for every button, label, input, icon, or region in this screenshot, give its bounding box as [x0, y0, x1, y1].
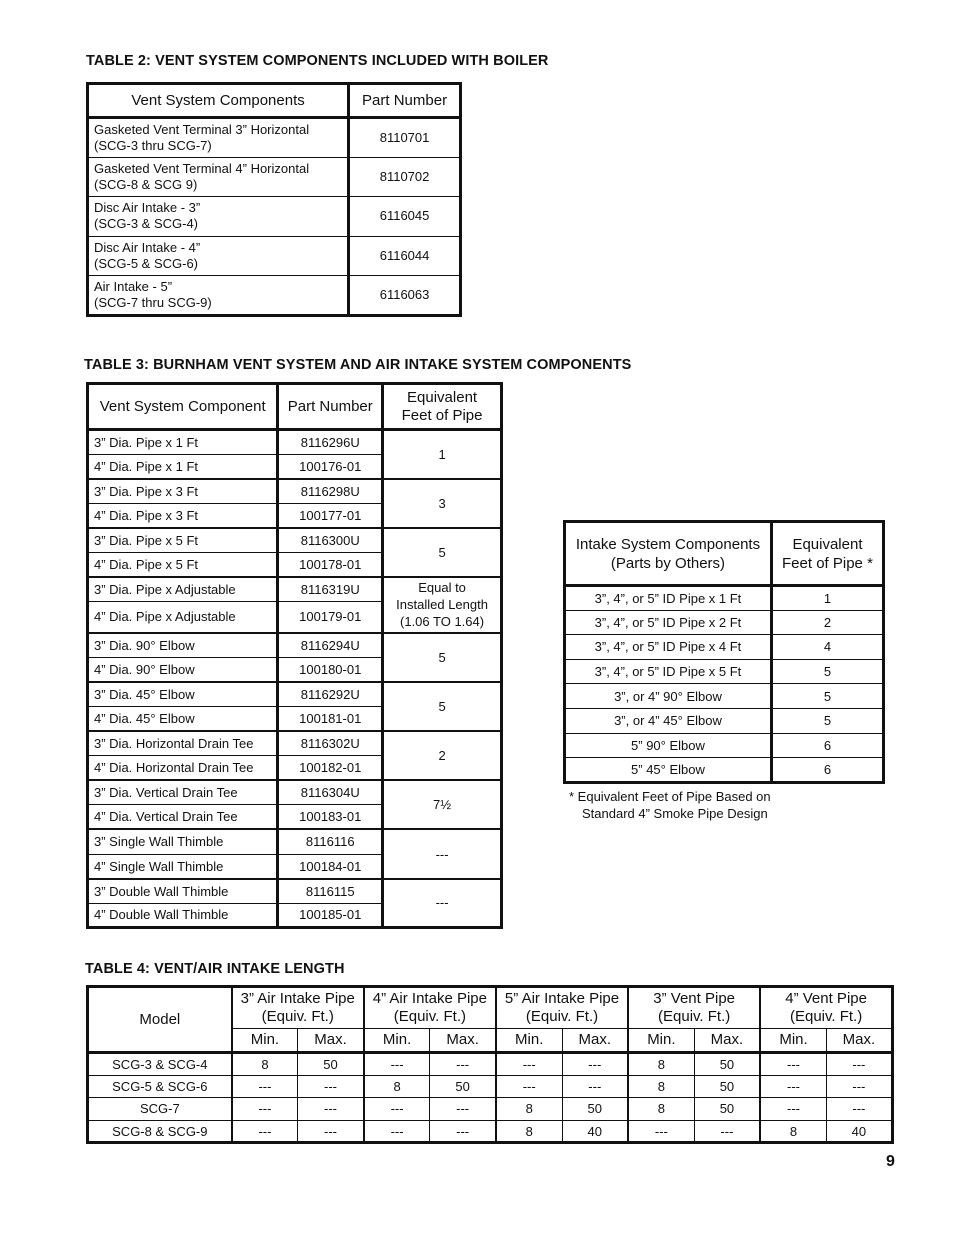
- intake-component-cell: 3”, 4”, or 5” ID Pipe x 2 Ft: [565, 610, 772, 635]
- equiv-feet-cell: 5: [383, 633, 502, 682]
- value-cell: ---: [760, 1075, 826, 1098]
- value-cell: ---: [760, 1098, 826, 1121]
- part-number-cell: 100183-01: [278, 805, 383, 830]
- value-cell: 50: [694, 1075, 760, 1098]
- part-number-cell: 8116300U: [278, 528, 383, 553]
- value-cell: ---: [232, 1075, 298, 1098]
- component-cell: Disc Air Intake - 4” (SCG-5 & SCG-6): [88, 236, 349, 276]
- table4-header-group: 3” Vent Pipe (Equiv. Ft.): [628, 987, 760, 1029]
- intake-equiv-cell: 6: [771, 758, 883, 783]
- table2-header-row: [88, 84, 461, 118]
- part-number-cell: 8110702: [349, 157, 461, 197]
- table-row: [565, 635, 884, 660]
- intake-header-component: Intake System Components (Parts by Others): [565, 522, 772, 586]
- part-number-cell: 8110701: [349, 118, 461, 158]
- max-header: Max.: [430, 1029, 496, 1053]
- part-number-cell: 100185-01: [278, 903, 383, 928]
- equiv-feet-cell: 3: [383, 479, 502, 528]
- intake-equiv-cell: 2: [771, 610, 883, 635]
- table-row: [88, 1120, 893, 1143]
- intake-component-cell: 3”, 4”, or 5” ID Pipe x 1 Ft: [565, 586, 772, 611]
- component-cell: 3” Dia. Pipe x 1 Ft: [88, 430, 278, 455]
- table-row: [565, 586, 884, 611]
- min-header: Min.: [628, 1029, 694, 1053]
- part-number-cell: 8116302U: [278, 731, 383, 756]
- value-cell: 50: [298, 1053, 364, 1076]
- max-header: Max.: [298, 1029, 364, 1053]
- value-cell: ---: [232, 1120, 298, 1143]
- component-cell: 4” Dia. Pipe x 3 Ft: [88, 503, 278, 528]
- table2: [86, 82, 462, 317]
- table2-header-part: Part Number: [349, 84, 461, 118]
- table-row: [565, 659, 884, 684]
- part-number-cell: 8116115: [278, 879, 383, 904]
- value-cell: ---: [496, 1053, 562, 1076]
- part-number-cell: 6116045: [349, 197, 461, 237]
- component-cell: 4” Dia. 45° Elbow: [88, 706, 278, 731]
- table4-title: TABLE 4: VENT/AIR INTAKE LENGTH: [85, 961, 345, 977]
- component-cell: 3” Dia. 90° Elbow: [88, 633, 278, 658]
- part-number-cell: 8116294U: [278, 633, 383, 658]
- part-number-cell: 100178-01: [278, 552, 383, 577]
- table-row: [88, 276, 461, 316]
- table-row: [88, 633, 502, 658]
- table-row: [88, 197, 461, 237]
- value-cell: 8: [364, 1075, 430, 1098]
- value-cell: ---: [562, 1075, 628, 1098]
- value-cell: ---: [826, 1098, 892, 1121]
- component-cell: 4” Double Wall Thimble: [88, 903, 278, 928]
- table3: [86, 382, 503, 929]
- value-cell: ---: [232, 1098, 298, 1121]
- part-number-cell: 100177-01: [278, 503, 383, 528]
- min-header: Min.: [364, 1029, 430, 1053]
- table3-header-equiv: Equivalent Feet of Pipe: [383, 384, 502, 430]
- table4-header-model: Model: [88, 987, 232, 1053]
- intake-header-equiv: Equivalent Feet of Pipe *: [771, 522, 883, 586]
- part-number-cell: 6116063: [349, 276, 461, 316]
- component-cell: 3” Dia. Vertical Drain Tee: [88, 780, 278, 805]
- table-row: [88, 118, 461, 158]
- table4-header-group: 4” Air Intake Pipe (Equiv. Ft.): [364, 987, 496, 1029]
- table-row: [88, 731, 502, 756]
- intake-equiv-cell: 5: [771, 684, 883, 709]
- value-cell: 50: [694, 1098, 760, 1121]
- intake-table: [563, 520, 885, 784]
- model-cell: SCG-8 & SCG-9: [88, 1120, 232, 1143]
- value-cell: ---: [430, 1098, 496, 1121]
- table-row: [88, 780, 502, 805]
- value-cell: ---: [298, 1120, 364, 1143]
- min-header: Min.: [760, 1029, 826, 1053]
- value-cell: ---: [496, 1075, 562, 1098]
- table-row: [88, 528, 502, 553]
- table-row: [88, 682, 502, 707]
- value-cell: 50: [694, 1053, 760, 1076]
- component-cell: 4” Dia. 90° Elbow: [88, 657, 278, 682]
- component-cell: 4” Dia. Vertical Drain Tee: [88, 805, 278, 830]
- value-cell: ---: [430, 1053, 496, 1076]
- value-cell: ---: [298, 1075, 364, 1098]
- component-cell: 4” Dia. Pipe x 5 Ft: [88, 552, 278, 577]
- table4-header-group: 5” Air Intake Pipe (Equiv. Ft.): [496, 987, 628, 1029]
- intake-footnote: [569, 788, 771, 822]
- value-cell: ---: [826, 1053, 892, 1076]
- equiv-feet-cell: 5: [383, 682, 502, 731]
- equiv-feet-cell: 7½: [383, 780, 502, 829]
- table-row: [565, 708, 884, 733]
- part-number-cell: 100184-01: [278, 854, 383, 879]
- table-row: [565, 684, 884, 709]
- table3-header-part: Part Number: [278, 384, 383, 430]
- table2-title: TABLE 2: VENT SYSTEM COMPONENTS INCLUDED WITH BOILER: [86, 53, 549, 69]
- table4: [86, 985, 894, 1144]
- table4-group-header-row: [88, 987, 893, 1029]
- part-number-cell: 100179-01: [278, 602, 383, 633]
- table4-header-group: 3” Air Intake Pipe (Equiv. Ft.): [232, 987, 364, 1029]
- table2-header-component: Vent System Components: [88, 84, 349, 118]
- value-cell: 50: [430, 1075, 496, 1098]
- part-number-cell: 8116292U: [278, 682, 383, 707]
- table4-header-group: 4” Vent Pipe (Equiv. Ft.): [760, 987, 892, 1029]
- max-header: Max.: [826, 1029, 892, 1053]
- component-cell: 3” Dia. Pipe x Adjustable: [88, 577, 278, 602]
- component-cell: 4” Dia. Pipe x Adjustable: [88, 602, 278, 633]
- table-row: [565, 758, 884, 783]
- table3-title: TABLE 3: BURNHAM VENT SYSTEM AND AIR INTAKE SYSTEM COMPONENTS: [84, 357, 632, 373]
- intake-component-cell: 3”, or 4” 90° Elbow: [565, 684, 772, 709]
- value-cell: ---: [298, 1098, 364, 1121]
- value-cell: 8: [232, 1053, 298, 1076]
- table-row: [88, 879, 502, 904]
- intake-equiv-cell: 5: [771, 708, 883, 733]
- value-cell: ---: [694, 1120, 760, 1143]
- value-cell: 8: [628, 1053, 694, 1076]
- part-number-cell: 6116044: [349, 236, 461, 276]
- model-cell: SCG-5 & SCG-6: [88, 1075, 232, 1098]
- part-number-cell: 100182-01: [278, 756, 383, 781]
- table3-header-row: [88, 384, 502, 430]
- table-row: [88, 157, 461, 197]
- component-cell: Gasketed Vent Terminal 3” Horizontal (SCG-3 thru SCG-7): [88, 118, 349, 158]
- min-header: Min.: [232, 1029, 298, 1053]
- equiv-feet-cell: 2: [383, 731, 502, 780]
- value-cell: ---: [826, 1075, 892, 1098]
- intake-equiv-cell: 6: [771, 733, 883, 758]
- intake-component-cell: 5” 45° Elbow: [565, 758, 772, 783]
- equiv-feet-cell: 1: [383, 430, 502, 479]
- value-cell: 8: [496, 1098, 562, 1121]
- table-row: [88, 829, 502, 854]
- value-cell: 50: [562, 1098, 628, 1121]
- part-number-cell: 100181-01: [278, 706, 383, 731]
- value-cell: ---: [760, 1053, 826, 1076]
- value-cell: 8: [628, 1075, 694, 1098]
- intake-component-cell: 3”, or 4” 45° Elbow: [565, 708, 772, 733]
- table-row: [88, 430, 502, 455]
- intake-equiv-cell: 5: [771, 659, 883, 684]
- component-cell: 3” Dia. Horizontal Drain Tee: [88, 731, 278, 756]
- intake-equiv-cell: 4: [771, 635, 883, 660]
- equiv-feet-cell: Equal to Installed Length (1.06 TO 1.64): [383, 577, 502, 633]
- table-row: [565, 733, 884, 758]
- table-row: [88, 479, 502, 504]
- value-cell: ---: [364, 1098, 430, 1121]
- value-cell: ---: [364, 1120, 430, 1143]
- page-number: 9: [886, 1153, 895, 1170]
- equiv-feet-cell: ---: [383, 829, 502, 878]
- equiv-feet-cell: 5: [383, 528, 502, 577]
- part-number-cell: 8116319U: [278, 577, 383, 602]
- component-cell: Disc Air Intake - 3” (SCG-3 & SCG-4): [88, 197, 349, 237]
- component-cell: 3” Double Wall Thimble: [88, 879, 278, 904]
- part-number-cell: 8116304U: [278, 780, 383, 805]
- component-cell: 4” Dia. Pipe x 1 Ft: [88, 454, 278, 479]
- table-row: [88, 1098, 893, 1121]
- component-cell: 3” Dia. Pipe x 5 Ft: [88, 528, 278, 553]
- intake-equiv-cell: 1: [771, 586, 883, 611]
- table-row: [88, 577, 502, 602]
- component-cell: Air Intake - 5” (SCG-7 thru SCG-9): [88, 276, 349, 316]
- table-row: [565, 610, 884, 635]
- component-cell: 3” Dia. Pipe x 3 Ft: [88, 479, 278, 504]
- value-cell: 8: [496, 1120, 562, 1143]
- value-cell: ---: [364, 1053, 430, 1076]
- table3-header-component: Vent System Component: [88, 384, 278, 430]
- part-number-cell: 8116116: [278, 829, 383, 854]
- value-cell: ---: [430, 1120, 496, 1143]
- part-number-cell: 100176-01: [278, 454, 383, 479]
- value-cell: 40: [826, 1120, 892, 1143]
- component-cell: 4” Dia. Horizontal Drain Tee: [88, 756, 278, 781]
- table-row: [88, 1075, 893, 1098]
- intake-component-cell: 3”, 4”, or 5” ID Pipe x 4 Ft: [565, 635, 772, 660]
- footnote-line: Standard 4” Smoke Pipe Design: [582, 806, 768, 821]
- intake-component-cell: 5” 90° Elbow: [565, 733, 772, 758]
- intake-header-row: [565, 522, 884, 586]
- part-number-cell: 8116296U: [278, 430, 383, 455]
- component-cell: 3” Single Wall Thimble: [88, 829, 278, 854]
- table-row: [88, 1053, 893, 1076]
- part-number-cell: 100180-01: [278, 657, 383, 682]
- value-cell: 40: [562, 1120, 628, 1143]
- intake-component-cell: 3”, 4”, or 5” ID Pipe x 5 Ft: [565, 659, 772, 684]
- model-cell: SCG-3 & SCG-4: [88, 1053, 232, 1076]
- value-cell: ---: [628, 1120, 694, 1143]
- value-cell: ---: [562, 1053, 628, 1076]
- footnote-line: * Equivalent Feet of Pipe Based on: [569, 789, 771, 804]
- component-cell: 3” Dia. 45° Elbow: [88, 682, 278, 707]
- part-number-cell: 8116298U: [278, 479, 383, 504]
- value-cell: 8: [628, 1098, 694, 1121]
- min-header: Min.: [496, 1029, 562, 1053]
- value-cell: 8: [760, 1120, 826, 1143]
- max-header: Max.: [694, 1029, 760, 1053]
- equiv-feet-cell: ---: [383, 879, 502, 928]
- model-cell: SCG-7: [88, 1098, 232, 1121]
- max-header: Max.: [562, 1029, 628, 1053]
- component-cell: Gasketed Vent Terminal 4” Horizontal (SCG-8 & SCG 9): [88, 157, 349, 197]
- component-cell: 4” Single Wall Thimble: [88, 854, 278, 879]
- table-row: [88, 236, 461, 276]
